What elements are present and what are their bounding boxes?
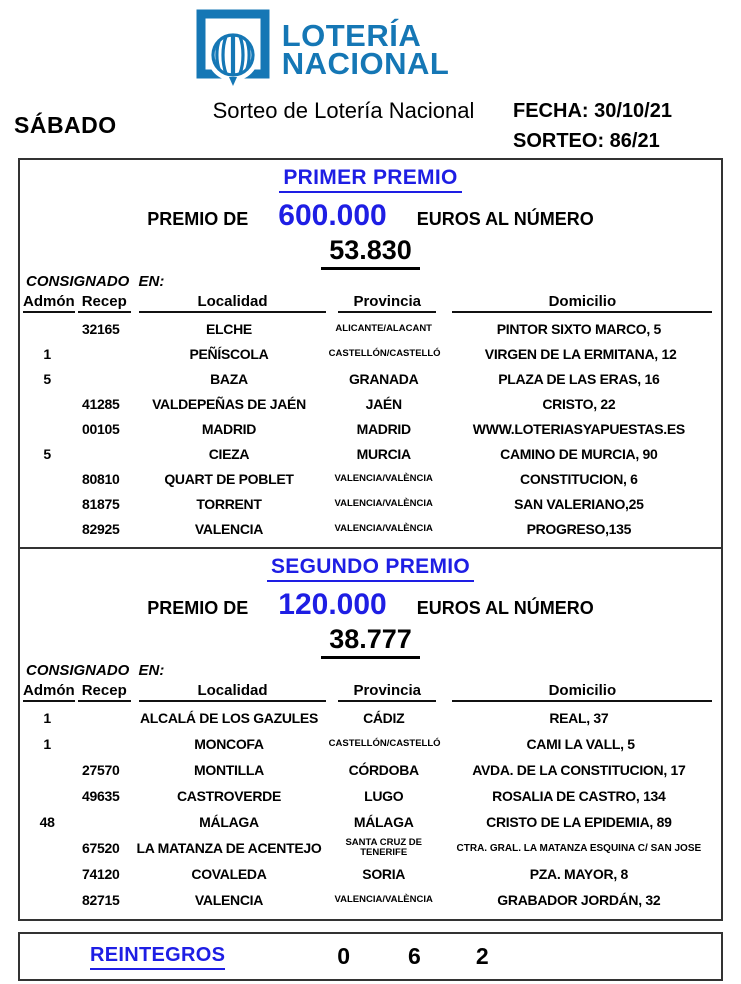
cell-domicilio: CTRA. GRAL. LA MATANZA ESQUINA C/ SAN JOSE bbox=[456, 842, 702, 854]
cell-localidad: ELCHE bbox=[206, 320, 252, 337]
lottery-ball-icon bbox=[196, 9, 270, 91]
cell-localidad: MONTILLA bbox=[194, 762, 264, 778]
cell-localidad: QUART DE POBLET bbox=[164, 470, 294, 487]
cell-provincia: CASTELLÓN/CASTELLÓ bbox=[328, 347, 441, 359]
cell-domicilio: CRISTO, 22 bbox=[542, 395, 616, 412]
cell-admon: 1 bbox=[43, 710, 51, 726]
cell-provincia: SORIA bbox=[362, 866, 406, 882]
cell-recep: 41285 bbox=[82, 395, 120, 412]
logo-line2: NACIONAL bbox=[281, 46, 450, 81]
cell-admon: 5 bbox=[43, 445, 51, 462]
cell-domicilio: PLAZA DE LAS ERAS, 16 bbox=[498, 370, 660, 387]
cell-provincia: VALENCIA/VALÈNCIA bbox=[334, 472, 433, 484]
col-header-domicilio: Domicilio bbox=[442, 682, 722, 705]
table-row bbox=[22, 861, 719, 887]
col-header-provincia: Provincia bbox=[332, 682, 442, 705]
cell-localidad: ALCALÁ DE LOS GAZULES bbox=[139, 710, 318, 726]
primer-premio-section bbox=[18, 158, 723, 549]
table-row bbox=[22, 705, 719, 731]
cell-domicilio: SAN VALERIANO,25 bbox=[514, 495, 644, 512]
fecha-label: FECHA: 30/10/21 bbox=[513, 100, 672, 122]
cell-recep: 32165 bbox=[82, 320, 120, 337]
prize-amount-line bbox=[20, 588, 721, 624]
title-row bbox=[0, 92, 741, 158]
cell-localidad: CIEZA bbox=[208, 445, 250, 462]
cell-recep: 74120 bbox=[82, 866, 120, 882]
cell-provincia: MURCIA bbox=[356, 445, 411, 462]
cell-localidad: TORRENT bbox=[196, 495, 262, 512]
cell-domicilio: CAMINO DE MURCIA, 90 bbox=[500, 445, 658, 462]
table-row bbox=[22, 783, 719, 809]
table-row bbox=[22, 809, 719, 835]
sorteo-label: SORTEO: 86/21 bbox=[513, 130, 660, 152]
winning-number: 53.830 bbox=[321, 235, 420, 270]
euros-label: EUROS AL NÚMERO bbox=[416, 598, 594, 618]
day-label: SÁBADO bbox=[14, 112, 117, 138]
cell-localidad: BAZA bbox=[210, 370, 248, 387]
table-row bbox=[22, 341, 719, 366]
cell-admon: 1 bbox=[43, 736, 51, 752]
cell-recep: 82925 bbox=[82, 520, 120, 537]
cell-provincia: VALENCIA/VALÈNCIA bbox=[334, 894, 433, 905]
cell-provincia: LUGO bbox=[364, 788, 404, 804]
cell-domicilio: AVDA. DE LA CONSTITUCION, 17 bbox=[472, 762, 686, 778]
consignado-table bbox=[22, 293, 719, 541]
cell-domicilio: CONSTITUCION, 6 bbox=[520, 470, 638, 487]
loteria-nacional-logo bbox=[0, 0, 693, 92]
page-title: Sorteo de Lotería Nacional bbox=[212, 98, 475, 123]
cell-provincia: MÁLAGA bbox=[353, 814, 414, 830]
document-header bbox=[0, 0, 741, 158]
cell-recep: 67520 bbox=[82, 840, 120, 856]
cell-provincia: VALENCIA/VALÈNCIA bbox=[334, 497, 433, 509]
cell-domicilio: ROSALIA DE CASTRO, 134 bbox=[492, 788, 666, 804]
cell-localidad: PEÑÍSCOLA bbox=[189, 345, 269, 362]
cell-localidad: VALDEPEÑAS DE JAÉN bbox=[152, 395, 306, 412]
cell-provincia: CASTELLÓN/CASTELLÓ bbox=[328, 738, 441, 749]
cell-provincia: VALENCIA/VALÈNCIA bbox=[334, 522, 433, 534]
table-row bbox=[22, 491, 719, 516]
winning-number: 38.777 bbox=[321, 624, 420, 659]
prize-amount: 120.000 bbox=[278, 588, 387, 621]
consignado-label: CONSIGNADO EN: bbox=[26, 662, 165, 679]
draw-info bbox=[513, 96, 725, 158]
col-header-recep: Recep bbox=[76, 682, 133, 705]
cell-provincia: MADRID bbox=[356, 420, 411, 437]
cell-localidad: LA MATANZA DE ACENTEJO bbox=[136, 840, 322, 856]
col-header-domicilio: Domicilio bbox=[442, 293, 722, 316]
prize-amount-line bbox=[20, 199, 721, 235]
table-row bbox=[22, 835, 719, 861]
col-header-provincia: Provincia bbox=[332, 293, 442, 316]
table-row bbox=[22, 441, 719, 466]
reintegros-title[interactable]: REINTEGROS bbox=[90, 944, 225, 970]
cell-domicilio: REAL, 37 bbox=[549, 710, 609, 726]
segundo-premio-title[interactable]: SEGUNDO PREMIO bbox=[267, 555, 474, 582]
table-row bbox=[22, 416, 719, 441]
cell-localidad: MÁLAGA bbox=[199, 814, 259, 830]
table-header bbox=[22, 293, 719, 316]
table-header bbox=[22, 682, 719, 705]
cell-admon: 48 bbox=[39, 814, 55, 830]
logo-line1: LOTERÍA bbox=[281, 18, 422, 53]
cell-provincia: GRANADA bbox=[348, 370, 419, 387]
reintegros-section bbox=[18, 932, 723, 981]
cell-localidad: VALENCIA bbox=[194, 892, 264, 908]
logo-text bbox=[281, 18, 450, 81]
table-row bbox=[22, 516, 719, 541]
cell-domicilio: CAMI LA VALL, 5 bbox=[526, 736, 635, 752]
table-row bbox=[22, 316, 719, 341]
cell-domicilio: GRABADOR JORDÁN, 32 bbox=[497, 892, 661, 908]
prize-amount: 600.000 bbox=[278, 199, 387, 232]
cell-provincia: CÁDIZ bbox=[363, 710, 405, 726]
premio-de-label: PREMIO DE bbox=[147, 598, 249, 618]
cell-localidad: MONCOFA bbox=[194, 736, 264, 752]
cell-recep: 00105 bbox=[82, 420, 120, 437]
cell-domicilio: PZA. MAYOR, 8 bbox=[529, 866, 628, 882]
cell-provincia: SANTA CRUZ DE TENERIFE bbox=[345, 837, 422, 858]
col-header-recep: Recep bbox=[76, 293, 133, 316]
col-header-admon: Admón bbox=[22, 682, 76, 705]
reintegro-digit: 2 bbox=[475, 943, 489, 969]
cell-recep: 81875 bbox=[82, 495, 120, 512]
cell-recep: 49635 bbox=[82, 788, 120, 804]
cell-recep: 80810 bbox=[82, 470, 120, 487]
table-row bbox=[22, 757, 719, 783]
table-row bbox=[22, 887, 719, 913]
cell-domicilio: PROGRESO,135 bbox=[526, 520, 632, 537]
col-header-localidad: Localidad bbox=[133, 293, 332, 316]
cell-localidad: MADRID bbox=[201, 420, 257, 437]
premio-de-label: PREMIO DE bbox=[147, 209, 249, 229]
cell-provincia: CÓRDOBA bbox=[348, 762, 419, 778]
reintegro-digit: 0 bbox=[337, 943, 351, 969]
segundo-premio-section bbox=[18, 547, 723, 921]
euros-label: EUROS AL NÚMERO bbox=[416, 209, 594, 229]
cell-domicilio: PINTOR SIXTO MARCO, 5 bbox=[496, 320, 662, 337]
table-row bbox=[22, 366, 719, 391]
cell-localidad: VALENCIA bbox=[194, 520, 264, 537]
cell-domicilio: CRISTO DE LA EPIDEMIA, 89 bbox=[486, 814, 672, 830]
cell-localidad: CASTROVERDE bbox=[176, 788, 281, 804]
cell-provincia: ALICANTE/ALACANT bbox=[335, 322, 432, 334]
consignado-table bbox=[22, 682, 719, 913]
table-row bbox=[22, 391, 719, 416]
table-row bbox=[22, 731, 719, 757]
consignado-label: CONSIGNADO EN: bbox=[26, 273, 165, 290]
col-header-localidad: Localidad bbox=[133, 682, 332, 705]
cell-domicilio: VIRGEN DE LA ERMITANA, 12 bbox=[484, 345, 677, 362]
reintegro-digit: 6 bbox=[408, 943, 421, 969]
primer-premio-title[interactable]: PRIMER PREMIO bbox=[279, 166, 461, 193]
table-row bbox=[22, 466, 719, 491]
cell-recep: 27570 bbox=[82, 762, 120, 778]
cell-admon: 1 bbox=[43, 345, 51, 362]
cell-domicilio: WWW.LOTERIASYAPUESTAS.ES bbox=[472, 420, 685, 437]
col-header-admon: Admón bbox=[22, 293, 76, 316]
cell-localidad: COVALEDA bbox=[191, 866, 267, 882]
cell-provincia: JAÉN bbox=[365, 395, 402, 412]
cell-admon: 5 bbox=[43, 370, 51, 387]
cell-recep: 82715 bbox=[82, 892, 120, 908]
